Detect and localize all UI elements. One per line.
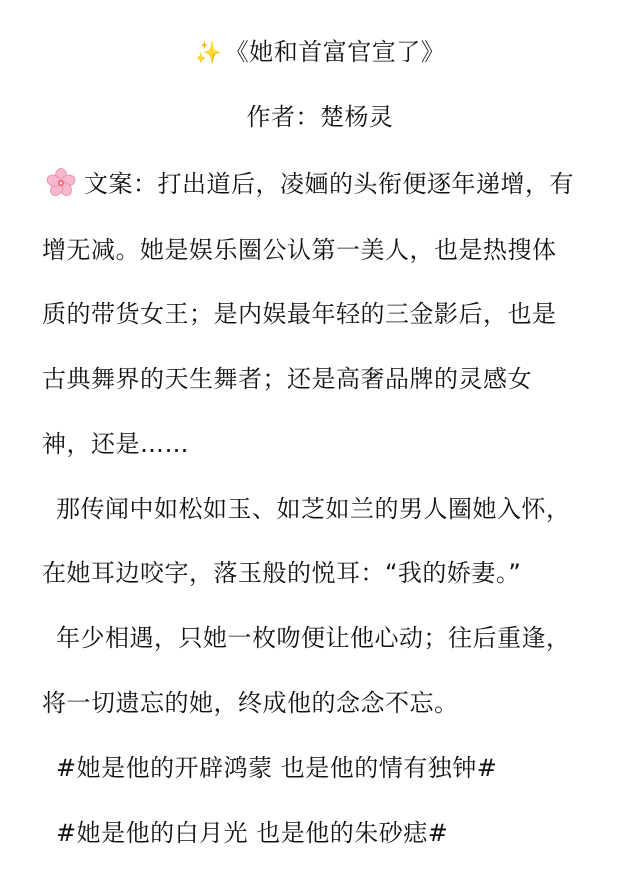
synopsis-line-3: 质的带货女王；是内娱最年轻的三金影后，也是: [42, 300, 557, 328]
book-title: 《她和首富官宣了》: [224, 38, 446, 66]
synopsis-line-5: 神，还是……: [42, 430, 189, 458]
synopsis-line-6: 那传闻中如松如玉、如芝如兰的男人圈她入怀，: [56, 495, 571, 523]
hashtag-line-2: #她是他的白月光 也是他的朱砂痣#: [56, 819, 449, 847]
synopsis-line-2: 增无减。她是娱乐圈公认第一美人，也是热搜体: [42, 236, 557, 264]
synopsis-line-9: 将一切遗忘的她，终成他的念念不忘。: [42, 689, 459, 717]
synopsis-line-4: 古典舞界的天生舞者；还是高奢品牌的灵感女: [42, 365, 532, 393]
cherry-blossom-icon: [46, 168, 76, 198]
sparkles-icon: ✨: [194, 41, 223, 66]
synopsis-line-8: 年少相遇，只她一枚吻便让他心动；往后重逢，: [56, 624, 571, 652]
book-title-line: [0, 36, 640, 70]
author-line: 作者：楚杨灵: [246, 103, 394, 131]
synopsis-line-7: 在她耳边咬字，落玉般的悦耳：“我的娇妻。”: [42, 559, 522, 587]
synopsis-line-1-row: [46, 168, 574, 200]
hashtag-line-1: #她是他的开辟鸿蒙 也是他的情有独钟#: [56, 754, 498, 782]
synopsis-line-1: 文案：打出道后，凌婳的头衔便逐年递增，有: [84, 170, 574, 198]
